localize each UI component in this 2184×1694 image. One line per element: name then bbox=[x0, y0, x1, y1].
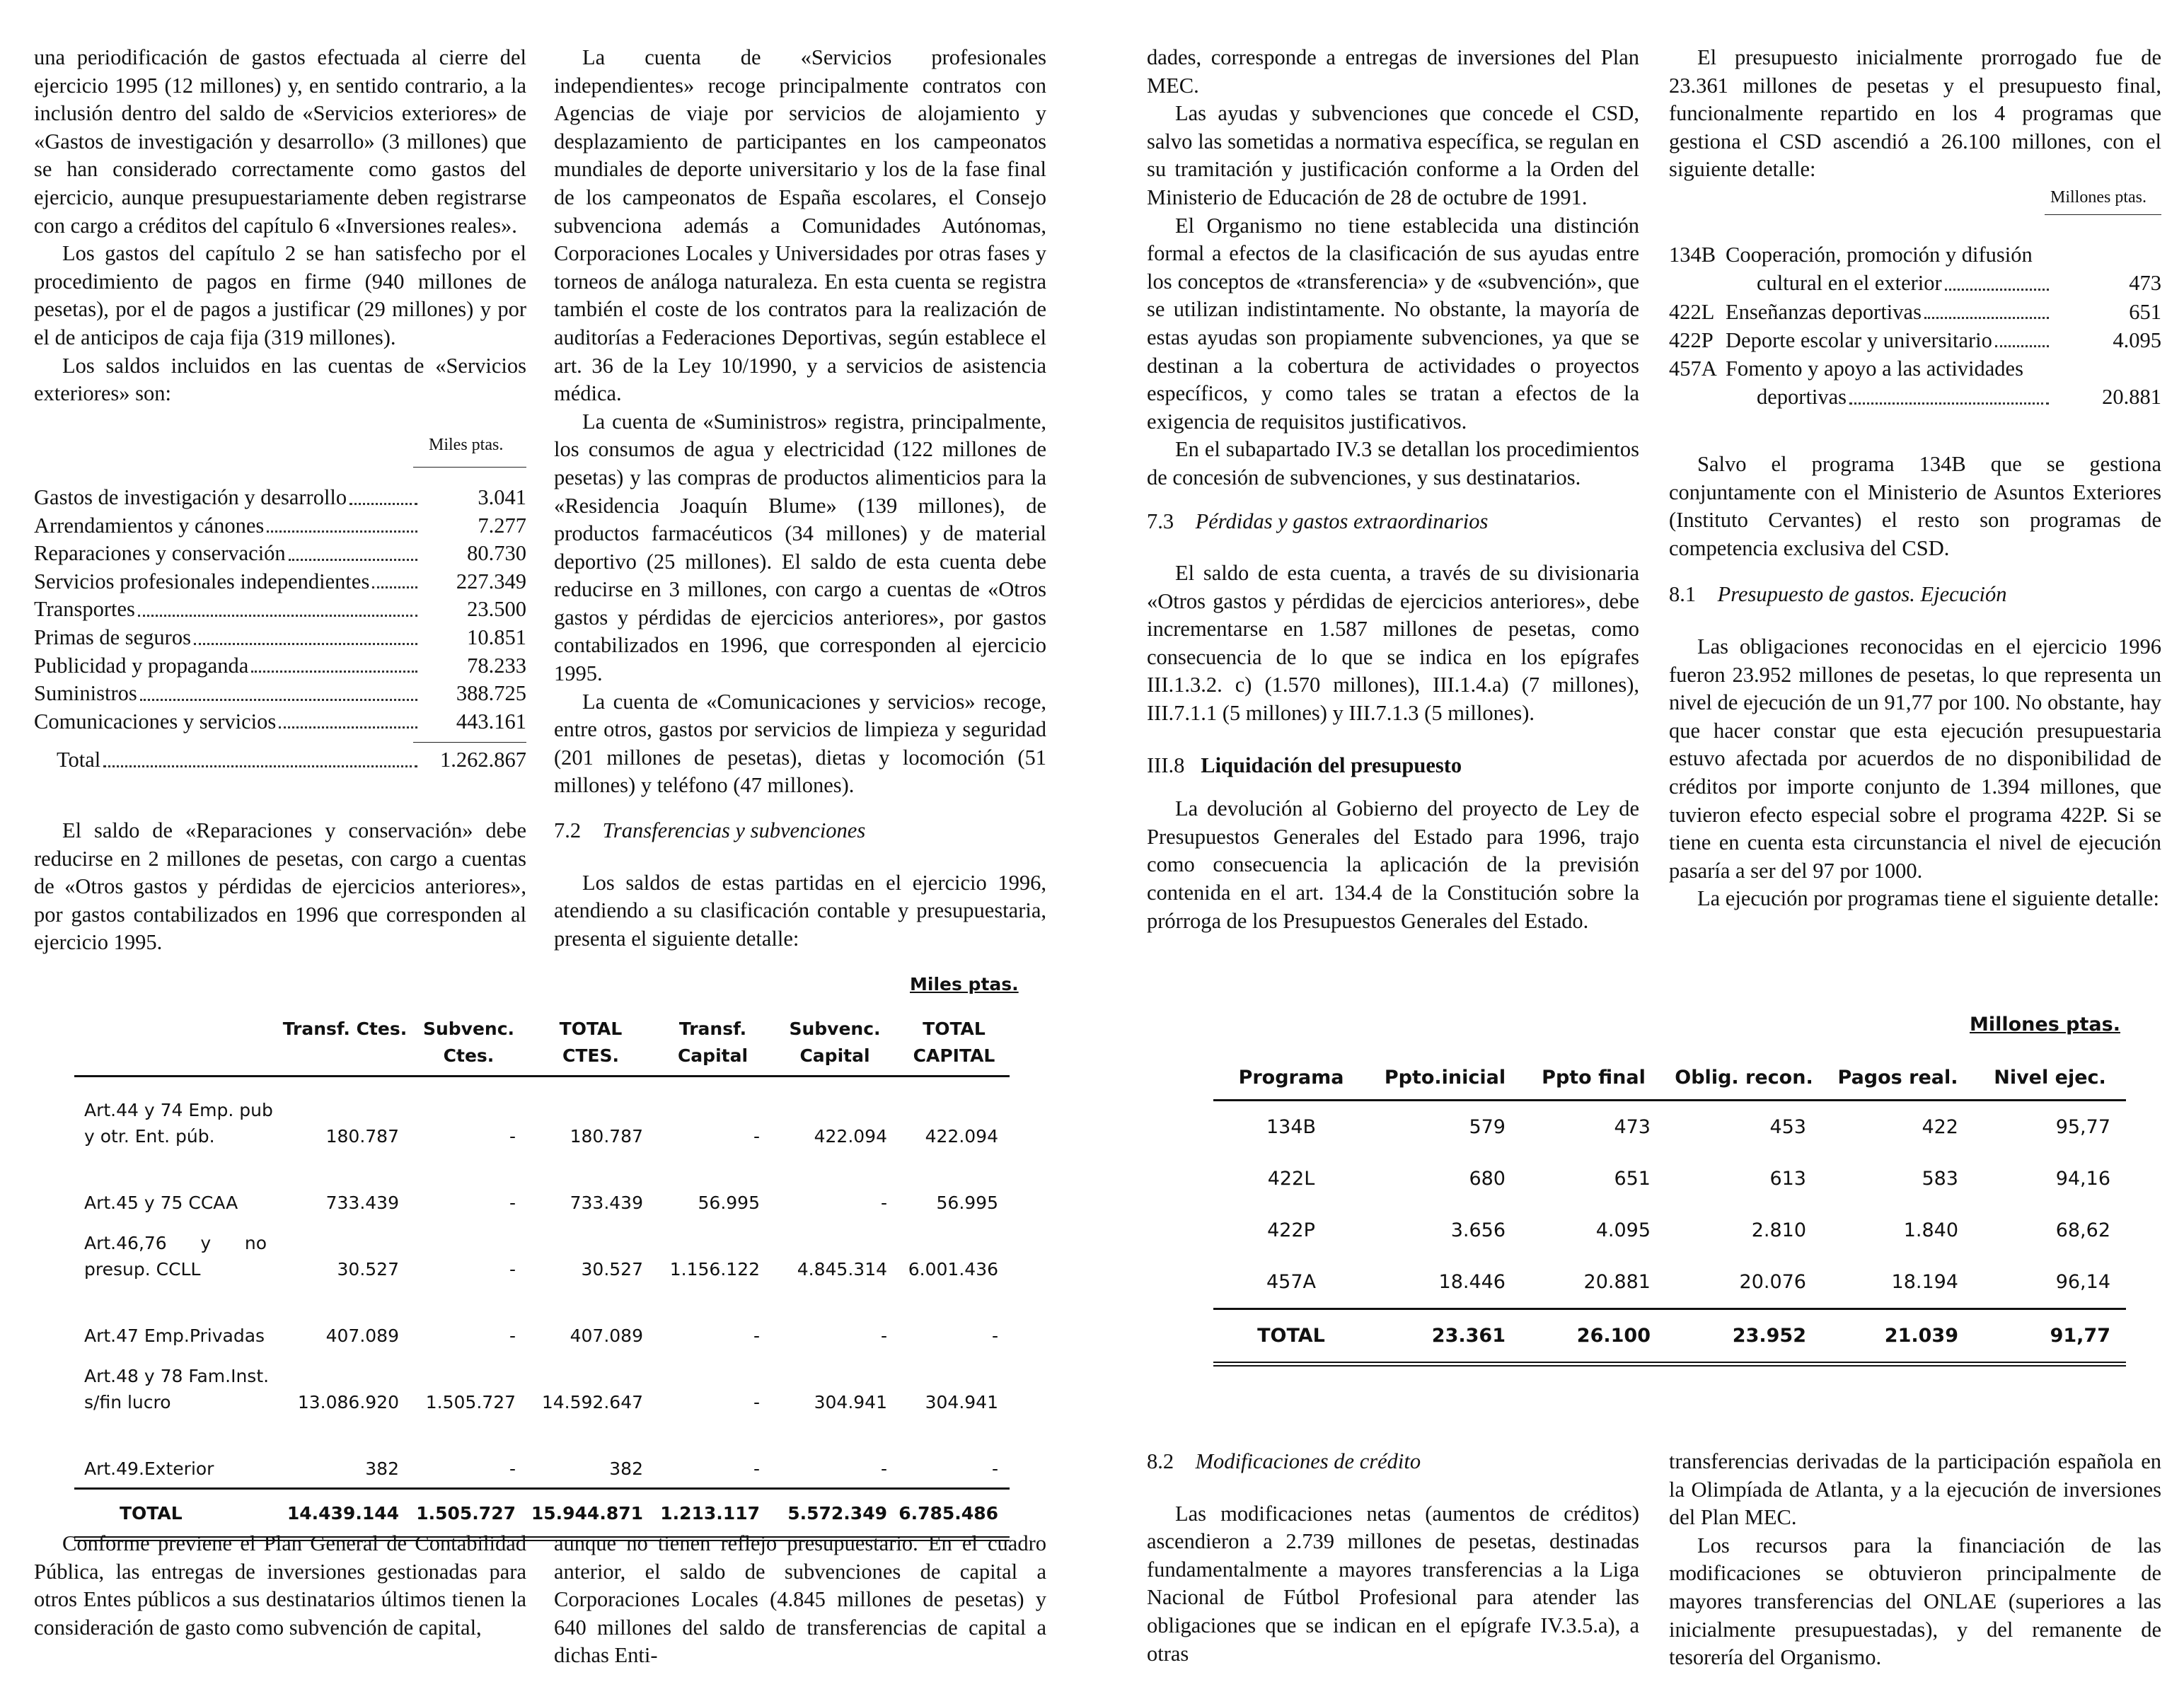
table-cell: 453 bbox=[1769, 1116, 1806, 1138]
servicios-total-row bbox=[34, 746, 526, 775]
total-cell: 1.505.727 bbox=[416, 1502, 516, 1524]
program-row-continued bbox=[1669, 269, 2161, 297]
bottom-column-2-text bbox=[554, 1530, 1046, 1670]
table-cell: - bbox=[509, 1259, 516, 1280]
program-amount: 473 bbox=[2129, 271, 2161, 296]
paragraph: El saldo de «Reparaciones y conservación» debe reducirse en 2 millones de pesetas, con cargo a cuentas de «Otros gastos y pérdidas de ejercicios anteriores», por gastos contabilizados en 1996 que corresponden al ejercicio 1995. bbox=[34, 818, 526, 955]
paragraph: En el subapartado IV.3 se detallan los procedimientos de concesión de subvenciones, y sus destinatarios. bbox=[1147, 437, 1639, 489]
table-header-row bbox=[74, 1016, 1010, 1077]
table-row bbox=[34, 568, 526, 596]
paragraph: La cuenta de «Suministros» registra, principalmente, los consumos de agua y electricidad (122 millones de pesetas) y las compras de productos alimenticios para la «Residencia Joaquín Blume» (139 millones), de productos farmacéuticos (34 millones) y de material deportivo (25 millones). El saldo de esta cuenta debe reducirse en 3 millones, con cargo a cuentas de «Otros gastos y pérdidas de ejercicios anteriores», por gastos contabilizados en 1996, que corresponden al ejercicio 1995. bbox=[554, 409, 1046, 686]
leader-dots bbox=[1995, 345, 2049, 347]
row-value: 227.349 bbox=[456, 569, 526, 593]
total-cell: 15.944.871 bbox=[531, 1502, 643, 1524]
table-unit-label: Millones ptas. bbox=[2050, 188, 2147, 207]
program-row bbox=[1669, 326, 2161, 354]
table-cell: 18.194 bbox=[1891, 1271, 1958, 1293]
table-row bbox=[34, 512, 526, 540]
leader-dots bbox=[349, 503, 417, 505]
column-2-text bbox=[554, 44, 1046, 953]
table-cell: - bbox=[509, 1126, 516, 1147]
leader-dots bbox=[194, 643, 417, 645]
table-cell: 6.001.436 bbox=[908, 1259, 998, 1280]
table-cell: - bbox=[880, 1458, 887, 1479]
table-row bbox=[34, 540, 526, 568]
column-1-text-after-table bbox=[34, 817, 526, 957]
row-label: Art.48 y 78 Fam.Inst. s/fin lucro bbox=[84, 1366, 270, 1412]
table-cell: 13.086.920 bbox=[297, 1392, 399, 1412]
row-value: 78.233 bbox=[467, 653, 526, 678]
total-cell: 1.213.117 bbox=[660, 1502, 760, 1524]
paragraph: La ejecución por programas tiene el siguiente detalle: bbox=[1697, 886, 2159, 911]
row-label: Publicidad y propaganda bbox=[34, 653, 249, 678]
bottom-column-1-text bbox=[34, 1530, 526, 1642]
total-cell: 91,77 bbox=[2050, 1325, 2110, 1347]
table-cell: - bbox=[753, 1126, 760, 1147]
table-cell: 94,16 bbox=[2055, 1168, 2110, 1190]
table-cell: 579 bbox=[1469, 1116, 1506, 1138]
program-description: Deporte escolar y universitario bbox=[1726, 327, 1992, 352]
section-heading-8-1: 8.1 Presupuesto de gastos. Ejecución bbox=[1669, 582, 2007, 607]
row-value: 443.161 bbox=[456, 709, 526, 733]
row-value: 80.730 bbox=[467, 541, 526, 566]
table-row bbox=[1213, 1256, 2126, 1309]
table-row bbox=[74, 1222, 1010, 1288]
leader-dots bbox=[372, 586, 417, 588]
spacer-row bbox=[74, 1077, 1010, 1089]
table-cell: 422.094 bbox=[814, 1126, 887, 1147]
table-cell: 304.941 bbox=[814, 1392, 887, 1412]
table-top-rule bbox=[2045, 214, 2161, 215]
program-amount: 4.095 bbox=[2113, 327, 2161, 352]
program-budget-list bbox=[1669, 240, 2161, 412]
row-label: Art.47 Emp.Privadas bbox=[84, 1325, 265, 1346]
total-value: 1.262.867 bbox=[440, 748, 526, 772]
table-row bbox=[74, 1089, 1010, 1155]
table-cell: 422 bbox=[1922, 1116, 1958, 1138]
leader-dots bbox=[1849, 402, 2049, 405]
table-cell: 95,77 bbox=[2055, 1116, 2110, 1138]
column-header: Subvenc. Capital bbox=[789, 1019, 881, 1066]
total-cell: 21.039 bbox=[1884, 1325, 1958, 1347]
paragraph: una periodificación de gastos efectuada al cierre del ejercicio 1995 (12 millones) y, en sentido contrario, a la inclusión dentro del saldo de «Servicios exteriores» de «Gastos de investigación y desarrollo» (3 millones) que se han considerado correctamente como gastos del ejercicio, aunque presupuestariamente deben registrarse con cargo a créditos del capítulo 6 «Inversiones reales». bbox=[34, 45, 526, 238]
paragraph: Las obligaciones reconocidas en el ejercicio 1996 fueron 23.952 millones de pesetas, lo que representa un nivel de ejecución de un 91,77 por 100. No obstante, hay que hacer constar que esta ejecución presupuestaria estuvo afectada por acuerdos de no disponibilidad de créditos por importe conjunto de 1.394 millones, que tuvieron efecto especial sobre el programa 422P. Si se tiene en cuenta esta circunstancia el nivel de ejecución pasaría a ser del 97 por 1000. bbox=[1669, 634, 2161, 883]
program-code: 134B bbox=[1669, 243, 1716, 267]
table-cell: 651 bbox=[1614, 1168, 1651, 1190]
row-value: 23.500 bbox=[467, 597, 526, 622]
table-cell: - bbox=[991, 1325, 998, 1346]
table-cell: 4.095 bbox=[1595, 1219, 1651, 1241]
leader-dots bbox=[289, 559, 417, 561]
table-cell: 96,14 bbox=[2055, 1271, 2110, 1293]
execution-by-program-table bbox=[1213, 1055, 2126, 1367]
program-description: cultural en el exterior bbox=[1757, 271, 1942, 296]
table-cell: 180.787 bbox=[325, 1126, 399, 1147]
program-row bbox=[1669, 354, 2161, 383]
column-header: TOTAL CTES. bbox=[559, 1019, 623, 1066]
column-header: Subvenc. Ctes. bbox=[422, 1019, 515, 1066]
row-label: Transportes bbox=[34, 597, 135, 622]
table-cell: 20.076 bbox=[1739, 1271, 1806, 1293]
column-header: Ppto.inicial bbox=[1384, 1066, 1506, 1089]
paragraph: Los saldos de estas partidas en el ejercicio 1996, atendiendo a su clasificación contable y presupuestaria, presenta el siguiente detalle: bbox=[554, 870, 1046, 951]
paragraph: El Organismo no tiene establecida una distinción formal a efectos de la clasificación de sus ayudas entre los conceptos de «transferencia» y de «subvención», que se utilizan indistintamente. No obstante, la mayoría de estas ayudas son propiamente subvenciones, ya que se destinan a la cobertura de actividades o proyectos específicos, y como tales se tratan a efectos de la exigencia de requisitos justificativos. bbox=[1147, 213, 1639, 434]
row-label: Reparaciones y conservación bbox=[34, 541, 286, 566]
table-row bbox=[34, 680, 526, 708]
row-label: Art.46,76 y no presup. CCLL bbox=[84, 1233, 267, 1280]
row-label: Art.45 y 75 CCAA bbox=[84, 1193, 238, 1213]
row-label: Gastos de investigación y desarrollo bbox=[34, 485, 347, 509]
table-cell: 134B bbox=[1266, 1116, 1317, 1138]
column-header: Pagos real. bbox=[1837, 1066, 1958, 1089]
leader-dots bbox=[1924, 317, 2049, 319]
table-cell: 4.845.314 bbox=[797, 1259, 887, 1280]
table-row bbox=[74, 1354, 1010, 1421]
table-cell: 1.156.122 bbox=[669, 1259, 760, 1280]
table-cell: - bbox=[753, 1458, 760, 1479]
row-label: Primas de seguros bbox=[34, 625, 191, 649]
table-cell: 473 bbox=[1614, 1116, 1651, 1138]
leader-dots bbox=[103, 765, 417, 767]
program-row bbox=[1669, 240, 2161, 269]
table-cell: 422.094 bbox=[925, 1126, 998, 1147]
table-row bbox=[74, 1421, 1010, 1489]
table-cell: 733.439 bbox=[570, 1193, 643, 1213]
table-cell: - bbox=[509, 1458, 516, 1479]
column-header: Oblig. recon. bbox=[1675, 1066, 1813, 1089]
table-cell: 382 bbox=[365, 1458, 399, 1479]
row-label: Comunicaciones y servicios bbox=[34, 709, 277, 733]
table-row bbox=[1213, 1205, 2126, 1256]
table-row bbox=[34, 624, 526, 652]
table-header-row bbox=[1213, 1055, 2126, 1101]
program-description: Enseñanzas deportivas bbox=[1726, 299, 1922, 324]
program-row-continued bbox=[1669, 383, 2161, 411]
table-row bbox=[34, 708, 526, 736]
paragraph: Las modificaciones netas (aumentos de créditos) ascendieron a 2.739 millones de pesetas, destinadas fundamentalmente a mayores transferencias a la Liga Nacional de Fútbol Profesional para atender las obligaciones que se indican en el epígrafe IV.3.5.a), a otras bbox=[1147, 1501, 1639, 1666]
table-cell: 304.941 bbox=[925, 1392, 998, 1412]
section-heading-III-8: III.8 Liquidación del presupuesto bbox=[1147, 753, 1462, 777]
row-label: Servicios profesionales independientes bbox=[34, 569, 370, 593]
program-code: 422L bbox=[1669, 299, 1715, 324]
table-total-row bbox=[1213, 1309, 2126, 1364]
paragraph: Los recursos para la financiación de las modificaciones se obtuvieron principalmente de mayores transferencias del ONLAE (superiores a las inicialmente presupuestadas), y del remanente de tesorería del Organismo. bbox=[1669, 1533, 2161, 1670]
paragraph: Salvo el programa 134B que se gestiona conjuntamente con el Ministerio de Asuntos Exteriores (Instituto Cervantes) el resto son programas de competencia exclusiva del CSD. bbox=[1669, 452, 2161, 560]
section-heading-8-2: 8.2 Modificaciones de crédito bbox=[1147, 1449, 1421, 1473]
program-amount: 651 bbox=[2129, 299, 2161, 324]
transferencias-table bbox=[74, 1016, 1010, 1541]
program-description: deportivas bbox=[1757, 385, 1847, 410]
total-label: TOTAL bbox=[120, 1502, 183, 1524]
table-cell: 457A bbox=[1266, 1271, 1316, 1293]
column-1-text bbox=[34, 44, 526, 408]
row-value: 388.725 bbox=[456, 681, 526, 706]
column-4-text-after-list bbox=[1669, 451, 2161, 913]
paragraph: La cuenta de «Comunicaciones y servicios» recoge, entre otros, gastos por servicios de limpieza y seguridad (201 millones de pesetas), dietas y locomoción (51 millones) y teléfono (47 millones). bbox=[554, 689, 1046, 798]
section-heading-7-3: 7.3 Pérdidas y gastos extraordinarios bbox=[1147, 509, 1489, 533]
column-header: TOTAL CAPITAL bbox=[913, 1019, 995, 1066]
column-header: Ppto final bbox=[1542, 1066, 1646, 1089]
table-row bbox=[1213, 1101, 2126, 1154]
table-cell: 382 bbox=[609, 1458, 643, 1479]
program-description: Cooperación, promoción y difusión bbox=[1726, 243, 2033, 267]
column-header: Transf. Capital bbox=[677, 1019, 749, 1066]
paragraph: El saldo de esta cuenta, a través de su divisionaria «Otros gastos y pérdidas de ejercicios anteriores», debe incrementarse en 1.587 millones de pesetas, como consecuencia de lo que se indica en los epígrafes III.1.3.2. c) (1.570 millones), III.1.4.a) (7 millones), III.7.1.1 (5 millones) y III.7.1.3 (5 millones). bbox=[1147, 561, 1639, 726]
leader-dots bbox=[279, 726, 417, 729]
total-cell: 23.361 bbox=[1431, 1325, 1506, 1347]
paragraph: Los gastos del capítulo 2 se han satisfecho por el procedimiento de pagos en firme (940 millones de pesetas), por el de pagos a justificar (29 millones) y por el de anticipos de caja fija (319 millones). bbox=[34, 241, 526, 349]
table-cell: 30.527 bbox=[581, 1259, 643, 1280]
table-top-rule bbox=[413, 467, 526, 468]
table-cell: 1.505.727 bbox=[425, 1392, 516, 1412]
table-cell: - bbox=[509, 1193, 516, 1213]
total-cell: 23.952 bbox=[1732, 1325, 1806, 1347]
table-cell: 14.592.647 bbox=[541, 1392, 643, 1412]
leader-dots bbox=[267, 530, 417, 533]
table-row bbox=[74, 1288, 1010, 1354]
section-heading-7-2: 7.2 Transferencias y subvenciones bbox=[554, 818, 866, 843]
table-unit-label: Miles ptas. bbox=[910, 974, 1019, 994]
table-unit-label: Millones ptas. bbox=[1970, 1014, 2120, 1035]
table-row bbox=[1213, 1153, 2126, 1205]
table-cell: 613 bbox=[1769, 1168, 1806, 1190]
total-cell: 6.785.486 bbox=[899, 1502, 998, 1524]
table-row bbox=[34, 596, 526, 624]
program-code: 457A bbox=[1669, 356, 1717, 381]
table-row bbox=[74, 1155, 1010, 1222]
paragraph: dades, corresponde a entregas de inversiones del Plan MEC. bbox=[1147, 45, 1639, 98]
column-header: Programa bbox=[1238, 1066, 1344, 1089]
total-cell: 14.439.144 bbox=[287, 1502, 399, 1524]
total-cell: TOTAL bbox=[1257, 1325, 1325, 1347]
table-cell: - bbox=[509, 1325, 516, 1346]
table-cell: - bbox=[753, 1325, 760, 1346]
total-label: Total bbox=[57, 748, 101, 772]
row-label: Art.44 y 74 Emp. pub y otr. Ent. púb. bbox=[84, 1100, 273, 1147]
paragraph: La devolución al Gobierno del proyecto de Ley de Presupuestos Generales del Estado para 1996, trajo como consecuencia la aplicación de la previsión contenida en el art. 134.4 de la Constitución sobre la prórroga de los Presupuestos Generales del Estado. bbox=[1147, 796, 1639, 933]
table-cell: 680 bbox=[1469, 1168, 1506, 1190]
table-unit-label: Miles ptas. bbox=[429, 436, 504, 454]
table-cell: 583 bbox=[1922, 1168, 1958, 1190]
leader-dots bbox=[1945, 289, 2049, 291]
table-row bbox=[34, 484, 526, 512]
paragraph: aunque no tienen reflejo presupuestario. En el cuadro anterior, el saldo de subvenciones de capital a Corporaciones Locales (4.845 millones de pesetas) y 640 millones del saldo de transferencias de capital a dichas Enti- bbox=[554, 1531, 1046, 1668]
column-header: Transf. Ctes. bbox=[282, 1019, 408, 1039]
program-code: 422P bbox=[1669, 327, 1714, 352]
servicios-exteriores-table bbox=[34, 484, 526, 736]
table-cell: 20.881 bbox=[1583, 1271, 1651, 1293]
row-value: 7.277 bbox=[478, 513, 526, 538]
bottom-column-3-text bbox=[1147, 1448, 1639, 1668]
table-cell: - bbox=[753, 1392, 760, 1412]
table-cell: 180.787 bbox=[570, 1126, 643, 1147]
table-cell: - bbox=[880, 1325, 887, 1346]
column-header: Nivel ejec. bbox=[1994, 1066, 2106, 1089]
table-cell: 422P bbox=[1267, 1219, 1315, 1241]
column-3-text bbox=[1147, 44, 1639, 935]
table-cell: 56.995 bbox=[936, 1193, 998, 1213]
table-cell: 18.446 bbox=[1438, 1271, 1506, 1293]
program-amount: 20.881 bbox=[2102, 385, 2161, 410]
table-cell: 733.439 bbox=[325, 1193, 399, 1213]
table-cell: 2.810 bbox=[1751, 1219, 1806, 1241]
leader-dots bbox=[140, 699, 417, 701]
table-cell: - bbox=[880, 1193, 887, 1213]
row-label: Suministros bbox=[34, 681, 137, 706]
total-cell: 5.572.349 bbox=[787, 1502, 887, 1524]
paragraph: El presupuesto inicialmente prorrogado fue de 23.361 millones de pesetas y el presupuesto final, funcionalmente repartido en los 4 programas que gestiona el CSD ascendió a 26.100 millones, con el siguiente detalle: bbox=[1669, 45, 2161, 182]
table-cell: 3.656 bbox=[1450, 1219, 1506, 1241]
program-description: Fomento y apoyo a las actividades bbox=[1726, 356, 2023, 381]
row-value: 3.041 bbox=[478, 485, 526, 509]
leader-dots bbox=[138, 615, 417, 617]
table-cell: 407.089 bbox=[570, 1325, 643, 1346]
total-cell: 26.100 bbox=[1576, 1325, 1651, 1347]
column-4-text bbox=[1669, 44, 2161, 184]
paragraph: Los saldos incluidos en las cuentas de «Servicios exteriores» son: bbox=[34, 353, 526, 406]
program-row bbox=[1669, 298, 2161, 326]
paragraph: Conforme previene el Plan General de Contabilidad Pública, las entregas de inversiones gestionadas para otros Entes públicos a sus destinatarios últimos tienen la consideración de gasto como subvención de capital, bbox=[34, 1531, 526, 1640]
row-value: 10.851 bbox=[467, 625, 526, 649]
table-cell: 1.840 bbox=[1903, 1219, 1958, 1241]
table-cell: 422L bbox=[1267, 1168, 1315, 1190]
leader-dots bbox=[251, 671, 417, 673]
paragraph: transferencias derivadas de la participación española en la Olimpíada de Atlanta, y a la ejecución de inversiones del Plan MEC. bbox=[1669, 1449, 2161, 1530]
bottom-column-4-text bbox=[1669, 1448, 2161, 1672]
table-cell: 30.527 bbox=[337, 1259, 399, 1280]
table-row bbox=[34, 652, 526, 680]
column-header bbox=[74, 1016, 279, 1077]
row-label: Arrendamientos y cánones bbox=[34, 513, 265, 538]
paragraph: La cuenta de «Servicios profesionales independientes» recoge principalmente contratos con Agencias de viaje por servicios de alojamiento y desplazamiento de participantes en los campeonatos mundiales de deporte universitario y los de la fase final de los campeonatos de España escolares, el Consejo subvenciona además a Comunidades Autónomas, Corporaciones Locales y Universidades por otras fases y torneos de análoga naturaleza. En esta cuenta se registra también el coste de los contratos para la realización de auditorías a Federaciones Deportivas, según establece el art. 36 de la Ley 10/1990, y a servicios de asistencia médica. bbox=[554, 45, 1046, 406]
table-cell: 407.089 bbox=[325, 1325, 399, 1346]
table-cell: 56.995 bbox=[698, 1193, 760, 1213]
row-label: Art.49.Exterior bbox=[84, 1458, 214, 1479]
table-cell: 68,62 bbox=[2055, 1219, 2110, 1241]
table-total-rule bbox=[413, 742, 526, 743]
table-cell: - bbox=[991, 1458, 998, 1479]
paragraph: Las ayudas y subvenciones que concede el CSD, salvo las sometidas a normativa específica, se regulan en su tramitación y justificación conforme a la Orden del Ministerio de Educación de 28 de octubre de 1991. bbox=[1147, 101, 1639, 209]
